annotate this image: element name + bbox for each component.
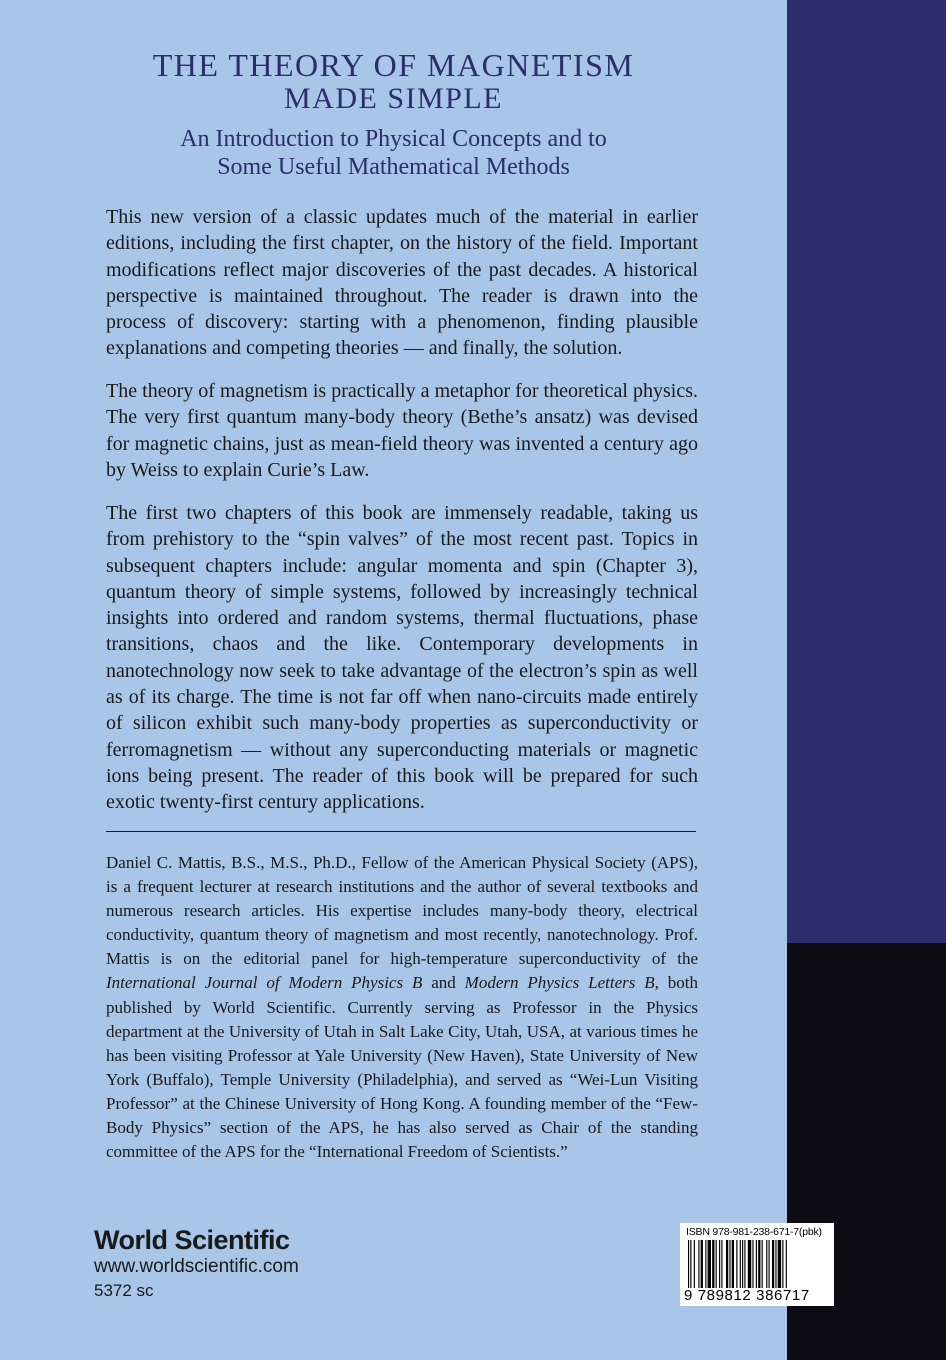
barcode-bar: [716, 1240, 717, 1288]
isbn-label: ISBN 978-981-238-671-7(pbk): [686, 1226, 822, 1238]
barcode-bar: [758, 1240, 760, 1288]
barcode-bar: [729, 1240, 730, 1288]
book-subtitle-line-2: Some Useful Mathematical Methods: [217, 154, 570, 180]
barcode-bar: [778, 1240, 781, 1288]
barcode-bar: [719, 1240, 720, 1288]
bio-part-2: and: [422, 973, 465, 993]
barcode-bar: [690, 1240, 691, 1288]
description-paragraph-2: The theory of magnetism is practically a metaphor for theoretical physics. The very first quantum many-body theory (Bethe’s ansatz) was devised for magnetic chains, just as mean-field theory was invented a century ago by Weiss to explain Curie’s Law.: [106, 380, 698, 481]
barcode-bar: [740, 1240, 741, 1288]
journal-title-2: Modern Physics Letters B,: [464, 973, 659, 993]
barcode-bar: [712, 1240, 714, 1288]
barcode-bar: [772, 1240, 774, 1288]
barcode-bars: [688, 1240, 828, 1288]
barcode-bar: [752, 1240, 753, 1288]
book-title-line-1: THE THEORY OF MAGNETISM: [152, 47, 635, 83]
barcode-bar: [732, 1240, 734, 1288]
divider-line: [106, 831, 696, 832]
description-paragraph-1: This new version of a classic updates much of the material in earlier editions, including the first chapter, on the history of the field. Important modifications reflect major discoveries of the past decades. A historical perspective is maintained throughout. The reader is drawn into the process of discovery: starting with a phenomenon, finding plausible explanations and competing theories — and finally, the solution.: [106, 206, 698, 360]
bio-part-1: , B.S., M.S., Ph.D., Fellow of the American Physical Society (APS), is a frequent lecturer at research institutions and the author of several textbooks and numerous research articles. His expertise includes many-body theory, electrical conductivity, quantum theory of magnetism and most recently, nanotechnology. Prof. Mattis is on the editorial panel for high-temperature superconductivity of the: [106, 853, 698, 969]
description-paragraph-3: The first two chapters of this book are immensely readable, taking us from prehistory to the “spin valves” of the most recent past. Topics in subsequent chapters include: angular momenta and spin (Chapter 3), quantum theory of simple systems, followed by increasingly technical insights into ordered and random systems, thermal fluctuations, phase transitions, chaos and the like. Contemporary developments in nanotechnology now seek to take advantage of the electron’s spin as well as of its charge. The time is not far off when nano-circuits made entirely of silicon exhibit such many-body properties as superconductivity or ferromagnetism — without any superconducting materials or magnetic ions being present. The reader of this book will be prepared for such exotic twenty-first century applications.: [106, 502, 698, 814]
barcode-bar: [769, 1240, 770, 1288]
barcode-bar: [705, 1240, 706, 1288]
publisher-name: World Scientific: [94, 1225, 290, 1255]
barcode-bar: [736, 1240, 737, 1288]
barcode-bar: [688, 1240, 689, 1288]
barcode-bar: [698, 1240, 699, 1288]
spine-stripe-navy: [787, 0, 946, 943]
publisher-url: www.worldscientific.com: [94, 1256, 299, 1277]
book-title-line-2: MADE SIMPLE: [283, 82, 503, 115]
journal-title-1: International Journal of Modern Physics B: [106, 973, 423, 993]
barcode-bar: [748, 1240, 751, 1288]
barcode-bar: [726, 1240, 728, 1288]
barcode-bar: [762, 1240, 763, 1288]
book-subtitle-line-1: An Introduction to Physical Concepts and to: [180, 126, 607, 152]
barcode-bar: [775, 1240, 776, 1288]
author-bio: [106, 851, 698, 1164]
isbn-barcode: [680, 1223, 834, 1306]
barcode-bar: [708, 1240, 711, 1288]
publisher-code: 5372 sc: [94, 1281, 154, 1300]
barcode-bar: [701, 1240, 703, 1288]
barcode-bar: [744, 1240, 745, 1288]
barcode-bar: [782, 1240, 783, 1288]
author-name: Daniel C. Mattis: [106, 853, 222, 872]
barcode-digits: 9 789812 386717: [684, 1287, 810, 1304]
barcode-bar: [742, 1240, 743, 1288]
barcode-bar: [766, 1240, 767, 1288]
barcode-bar: [756, 1240, 757, 1288]
barcode-bar: [786, 1240, 787, 1288]
bio-part-3: both published by World Scientific. Currently serving as Professor in the Physics department at the University of Utah in Salt Lake City, Utah, USA, at various times he has been visiting Professor at Yale University (New Haven), State University of New York (Buffalo), Temple University (Philadelphia), and served as “Wei-Lun Visiting Professor” at the Chinese University of Hong Kong. A founding member of the “Few-Body Physics” section of the APS, he has also served as Chair of the standing committee of the APS for the “International Freedom of Scientists.”: [106, 973, 699, 1162]
barcode-bar: [694, 1240, 695, 1288]
barcode-bar: [721, 1240, 722, 1288]
